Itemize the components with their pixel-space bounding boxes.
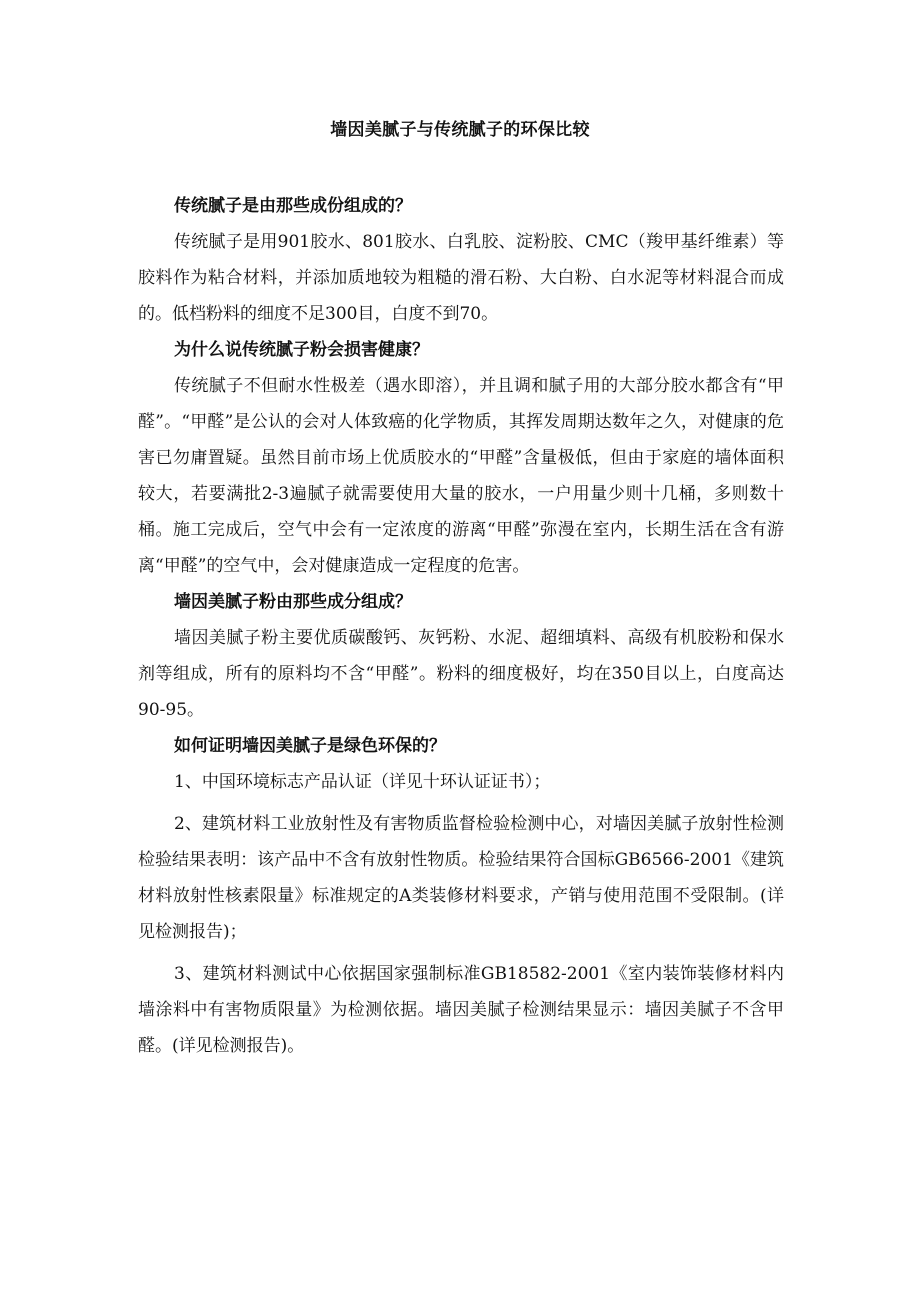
paragraph-qiangyinmei-composition: 墙因美腻子粉主要优质碳酸钙、灰钙粉、水泥、超细填料、高级有机胶粉和保水剂等组成，所有的原料均不含“甲醛”。粉料的细度极好，均在350目以上，白度高达90-95。 [138, 628, 784, 720]
paragraph-health-risk: 传统腻子不但耐水性极差（遇水即溶），并且调和腻子用的大部分胶水都含有“甲醛”。“甲醛”是公认的会对人体致癌的化学物质，其挥发周期达数年之久，对健康的危害已勿庸置疑。虽然目前市场上优质胶水的“甲醛”含量极低，但由于家庭的墙体面积较大，若要满批2-3遍腻子就需要使用大量的胶水，一户用量少则十几桶，多则数十桶。施工完成后，空气中会有一定浓度的游离“甲醛”弥漫在室内，长期生活在含有游离“甲醛”的空气中，会对健康造成一定程度的危害。 [138, 376, 784, 576]
paragraph-proof-item-2: 2、建筑材料工业放射性及有害物质监督检验检测中心，对墙因美腻子放射性检测检验结果表明：该产品中不含有放射性物质。检验结果符合国标GB6566-2001《建筑材料放射性核素限量》标准规定的A类装修材料要求，产销与使用范围不受限制。(详见检测报告)； [138, 814, 784, 942]
document-body [138, 188, 784, 1064]
section-heading-ingredients-traditional: 传统腻子是由那些成份组成的？ [174, 196, 412, 216]
document-title: 墙因美腻子与传统腻子的环保比较 [330, 120, 590, 140]
section-heading-qiangyinmei-composition: 墙因美腻子粉由那些成分组成？ [174, 592, 412, 612]
paragraph-traditional-composition: 传统腻子是用901胶水、801胶水、白乳胶、淀粉胶、CMC（羧甲基纤维素）等胶料作为粘合材料，并添加质地较为粗糙的滑石粉、大白粉、白水泥等材料混合而成的。低档粉料的细度不足300目，白度不到70。 [138, 232, 784, 324]
paragraph-proof-item-1: 1、中国环境标志产品认证（详见十环认证证书）； [174, 772, 551, 792]
section-heading-health-risk: 为什么说传统腻子粉会损害健康？ [174, 340, 429, 360]
section-heading-green-proof: 如何证明墙因美腻子是绿色环保的？ [174, 736, 446, 756]
paragraph-proof-item-3: 3、建筑材料测试中心依据国家强制标准GB18582-2001《室内装饰装修材料内墙涂料中有害物质限量》为检测依据。墙因美腻子检测结果显示：墙因美腻子不含甲醛。(详见检测报告)。 [138, 964, 784, 1056]
